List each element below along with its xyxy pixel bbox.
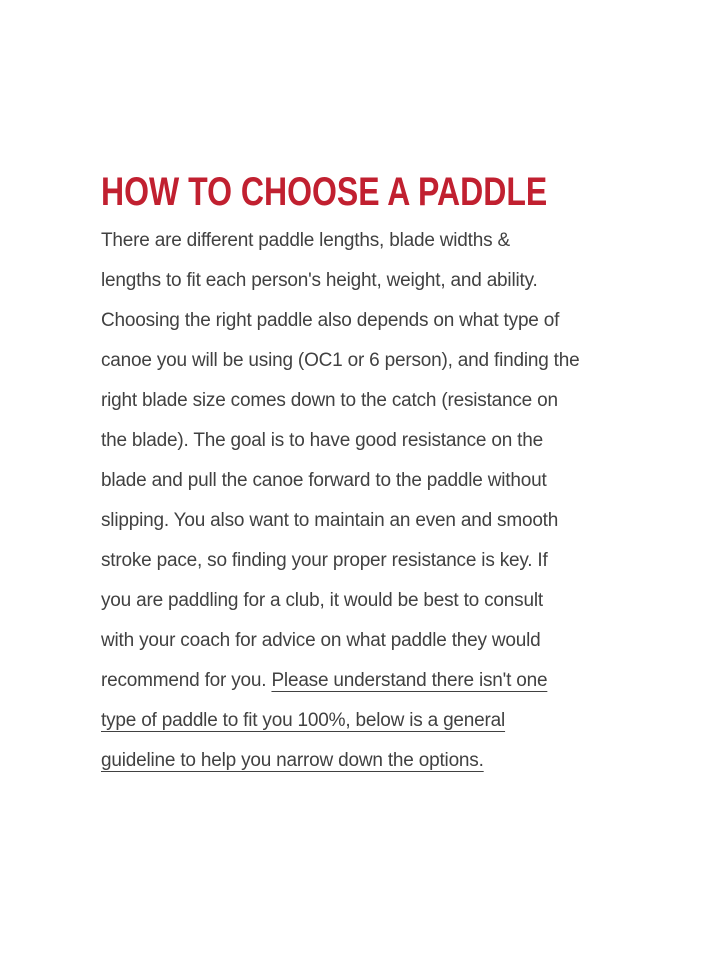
body-line [101,661,579,701]
page-title: HOW TO CHOOSE A PADDLE [101,170,548,214]
body-line [101,301,579,341]
body-line-text: canoe you will be using (OC1 or 6 person), and finding the [101,350,580,371]
body-line [101,541,579,581]
body-line [101,621,579,661]
body-line-underlined-text: guideline to help you narrow down the options. [101,750,484,771]
body-line-underlined-text: Please understand there isn't one [271,670,548,691]
body-line-text: blade and pull the canoe forward to the paddle without [101,470,547,491]
body-line-text: the blade). The goal is to have good resistance on the [101,430,543,451]
body-line [101,341,579,381]
body-line-text: lengths to fit each person's height, weight, and ability. [101,270,538,291]
body-line-text: right blade size comes down to the catch (resistance on [101,390,558,411]
body-line-text: slipping. You also want to maintain an even and smooth [101,510,559,531]
body-line [101,261,579,301]
body-line-text: with your coach for advice on what paddle they would [101,630,541,651]
body-line-underlined-text: type of paddle to fit you 100%, below is a general [101,710,506,731]
article-body [101,221,579,781]
body-line [101,701,579,741]
body-line-text: recommend for you. [101,670,272,691]
body-line-text: Choosing the right paddle also depends on what type of [101,310,560,331]
body-line-text: stroke pace, so finding your proper resistance is key. If [101,550,548,571]
body-line [101,461,579,501]
body-line-text: There are different paddle lengths, blade widths & [101,230,510,251]
body-line [101,741,579,781]
body-line-text: you are paddling for a club, it would be best to consult [101,590,543,611]
body-line [101,221,579,261]
body-line [101,381,579,421]
body-line [101,501,579,541]
body-line [101,581,579,621]
body-line [101,421,579,461]
